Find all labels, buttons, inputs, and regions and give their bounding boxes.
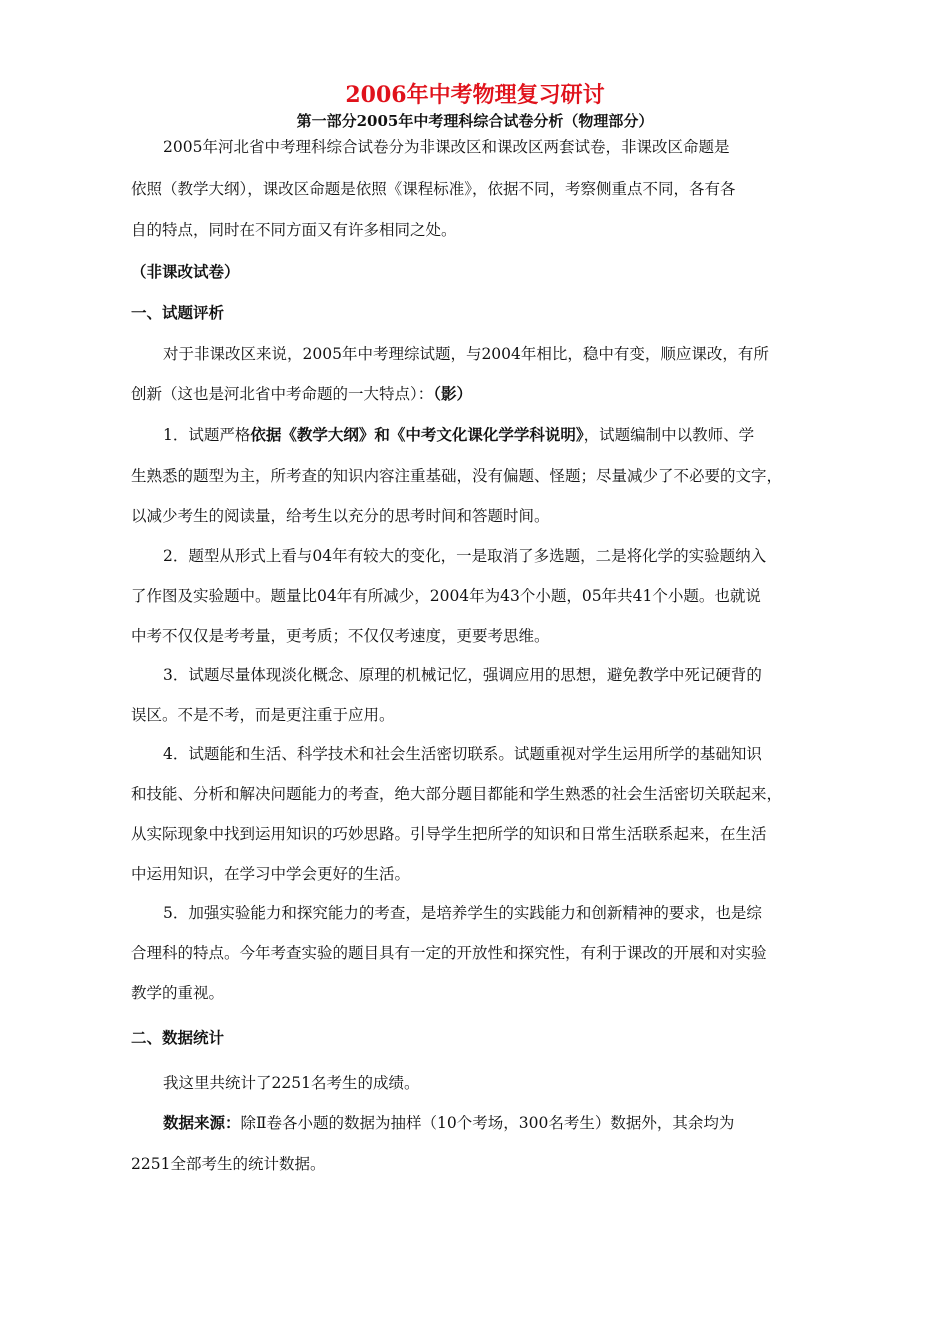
item-4-line-1: 4．试题能和生活、科学技术和社会生活密切联系。试题重视对学生运用所学的基础知识	[163, 745, 762, 763]
intro-para-bold: （影）	[433, 384, 473, 403]
item-4-line-4: 中运用知识，在学习中学会更好的生活。	[131, 865, 411, 883]
item-2-line-1: 2．题型从形式上看与04年有较大的变化，一是取消了多选题，二是将化学的实验题纳入	[163, 547, 767, 565]
source-line-1	[163, 1113, 734, 1133]
source-rest: 除Ⅱ卷各小题的数据为抽样（10个考场，300名考生）数据外，其余均为	[240, 1114, 735, 1132]
item-2-line-2: 了作图及实验题中。题量比04年有所减少，2004年为43个小题，05年共41个小题。也就说	[131, 587, 761, 605]
document-title: 2006年中考物理复习研讨	[345, 82, 605, 108]
item-1-line-1	[163, 425, 754, 445]
item-4-line-3: 从实际现象中找到运用知识的巧妙思路。引导学生把所学的知识和日常生活联系起来，在生活	[131, 825, 767, 843]
item-1-line-2: 生熟悉的题型为主，所考查的知识内容注重基础，没有偏题、怪题；尽量减少了不必要的文字，	[131, 467, 783, 485]
intro-para-line-1: 对于非课改区来说，2005年中考理综试题，与2004年相比，稳中有变，顺应课改，有所	[163, 345, 769, 363]
intro-line-1: 2005年河北省中考理科综合试卷分为非课改区和课改区两套试卷，非课改区命题是	[163, 138, 730, 156]
item-1-prefix: 1．试题严格	[163, 426, 251, 444]
item-2-line-3: 中考不仅仅是考考量，更考质；不仅仅考速度，更要考思维。	[131, 627, 550, 645]
stats-line: 我这里共统计了2251名考生的成绩。	[163, 1074, 420, 1092]
item-1-line-3: 以减少考生的阅读量，给考生以充分的思考时间和答题时间。	[131, 507, 550, 525]
source-line-2: 2251全部考生的统计数据。	[131, 1155, 326, 1173]
intro-line-3: 自的特点，同时在不同方面又有许多相同之处。	[131, 221, 457, 239]
item-4-line-2: 和技能、分析和解决问题能力的考查，绝大部分题目都能和学生熟悉的社会生活密切关联起来，	[131, 785, 783, 803]
heading-statistics: 二、数据统计	[131, 1028, 225, 1047]
item-1-rest: ，试题编制中以教师、学	[583, 426, 755, 444]
intro-para-text: 创新（这也是河北省中考命题的一大特点）：	[131, 385, 434, 403]
item-1-bold: 依据《教学大纲》和《中考文化课化学学科说明》	[250, 425, 584, 444]
item-5-line-1: 5．加强实验能力和探究能力的考查，是培养学生的实践能力和创新精神的要求，也是综	[163, 904, 762, 922]
heading-analysis: 一、试题评析	[131, 303, 225, 322]
document-subtitle: 第一部分2005年中考理科综合试卷分析（物理部分）	[296, 112, 654, 130]
section-label: （非课改试卷）	[131, 262, 240, 281]
item-3-line-1: 3．试题尽量体现淡化概念、原理的机械记忆，强调应用的思想，避免教学中死记硬背的	[163, 666, 762, 684]
item-5-line-2: 合理科的特点。今年考查实验的题目具有一定的开放性和探究性，有利于课改的开展和对实验	[131, 944, 767, 962]
item-5-line-3: 教学的重视。	[131, 984, 225, 1002]
source-label: 数据来源：	[163, 1113, 241, 1132]
item-3-line-2: 误区。不是不考，而是更注重于应用。	[131, 706, 395, 724]
intro-line-2: 依照（教学大纲），课改区命题是依照《课程标准》，依据不同，考察侧重点不同，各有各	[131, 180, 736, 198]
intro-para-line-2	[131, 384, 472, 404]
